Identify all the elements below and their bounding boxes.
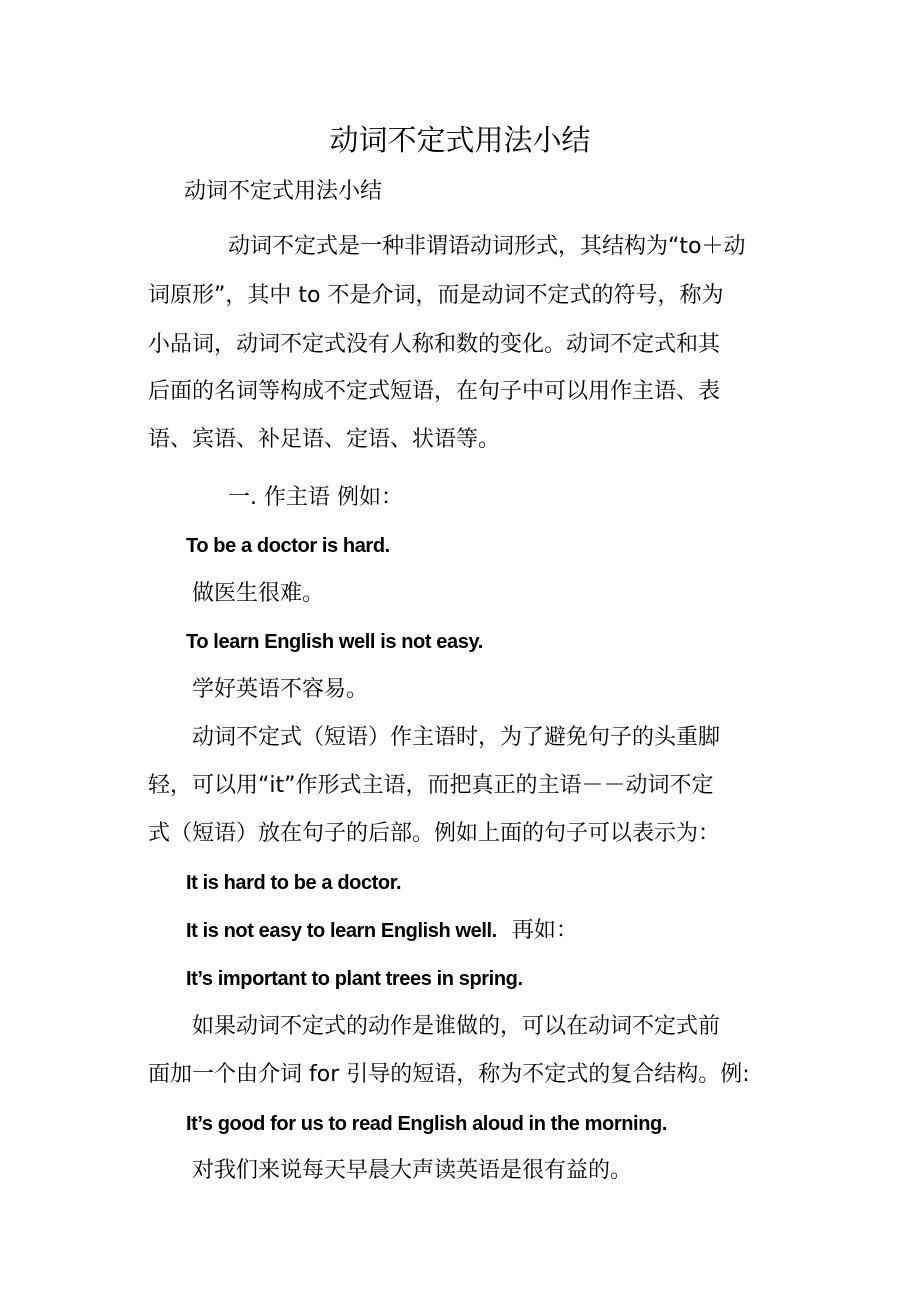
- example-line-4: [186, 917, 578, 945]
- para2-line-1: 动词不定式（短语）作主语时，为了避免句子的头重脚: [192, 725, 721, 750]
- subtitle: 动词不定式用法小结: [184, 179, 383, 204]
- example-en-5: It’s important to plant trees in spring.: [186, 968, 523, 990]
- para3-line-1: 如果动词不定式的动作是谁做的，可以在动词不定式前: [192, 1014, 721, 1039]
- intro-line-2: 词原形”，其中 to 不是介词，而是动词不定式的符号，称为: [148, 283, 724, 308]
- example-en-1: To be a doctor is hard.: [186, 535, 390, 557]
- intro-line-4: 后面的名词等构成不定式短语，在句子中可以用作主语、表: [148, 379, 721, 404]
- para2-line-2: 轻，可以用“it”作形式主语，而把真正的主语－－动词不定: [148, 773, 714, 798]
- example-en-4: It is not easy to learn English well.: [186, 920, 497, 942]
- example-suffix-4: 再如：: [511, 918, 578, 943]
- section-heading: 一. 作主语 例如：: [228, 485, 403, 510]
- para3-line-2: 面加一个由介词 for 引导的短语，称为不定式的复合结构。例:: [148, 1062, 750, 1087]
- example-zh-6: 对我们来说每天早晨大声读英语是很有益的。: [192, 1158, 633, 1183]
- example-en-6: It’s good for us to read English aloud in the morning.: [186, 1113, 667, 1135]
- example-zh-2: 学好英语不容易。: [192, 677, 369, 702]
- para2-line-3: 式（短语）放在句子的后部。例如上面的句子可以表示为：: [148, 821, 721, 846]
- intro-line-3: 小品词，动词不定式没有人称和数的变化。动词不定式和其: [148, 332, 721, 357]
- example-zh-1: 做医生很难。: [192, 581, 325, 606]
- example-en-3: It is hard to be a doctor.: [186, 872, 402, 894]
- example-en-2: To learn English well is not easy.: [186, 631, 483, 653]
- intro-line-1: 动词不定式是一种非谓语动词形式，其结构为“to＋动: [228, 234, 746, 259]
- intro-line-5: 语、宾语、补足语、定语、状语等。: [148, 427, 501, 452]
- page-title: 动词不定式用法小结: [329, 123, 591, 157]
